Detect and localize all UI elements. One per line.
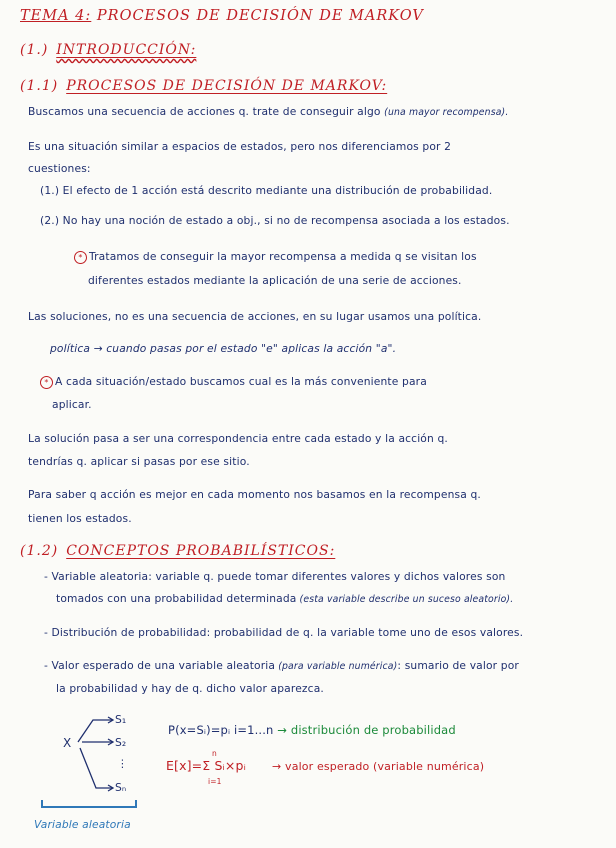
formula-probability [168, 723, 456, 737]
paragraph-3: Las soluciones, no es una secuencia de acciones, en su lugar usamos una política. [28, 310, 482, 323]
formula-2-sup: n [212, 749, 217, 758]
bullet-1-term: - Variable aleatoria: [44, 570, 152, 583]
note-1-line-2: diferentes estados mediante la aplicación de una serie de acciones. [88, 274, 462, 287]
paragraph-5-line-1: Para saber q acción es mejor en cada momento nos basamos en la recompensa q. [28, 488, 481, 501]
arrow-to-s1 [78, 720, 112, 742]
arrow-right-icon: → [93, 342, 103, 355]
diagram-bracket [42, 800, 136, 807]
list-item-2: (2.) No hay una noción de estado a obj., si no de recompensa asociada a los estados. [40, 214, 510, 227]
bullet-3-aside: (para variable numérica) [275, 661, 398, 672]
bullet-1-text-2: tomados con una probabilidad determinada [56, 592, 297, 605]
bullet-2-term: - Distribución de probabilidad: [44, 626, 211, 639]
asterisk-mark-icon: * [74, 251, 87, 264]
asterisk-mark-icon: * [40, 376, 53, 389]
list-item-1: (1.) El efecto de 1 acción está descrito mediante una distribución de probabilidad. [40, 184, 493, 197]
formula-expected-value [166, 758, 246, 773]
diagram-dots: ⋮ [117, 757, 128, 770]
bullet-3-term: - Valor esperado de una variable aleatoria [44, 659, 276, 672]
diagram-s2: S₂ [115, 736, 127, 749]
note-2-line-2: aplicar. [52, 398, 92, 411]
note-2-text-1: A cada situación/estado buscamos cual es la más conveniente para [55, 375, 427, 388]
paragraph-2-line-1: Es una situación similar a espacios de estados, pero nos diferenciamos por 2 [28, 140, 452, 153]
bullet-1-aside: (esta variable describe un suceso aleatorio). [296, 594, 514, 605]
section-1-1-label: PROCESOS DE DECISIÓN DE MARKOV: [66, 78, 388, 94]
paragraph-4-line-2: tendrías q. aplicar si pasas por ese sitio. [28, 455, 250, 468]
section-1-number: (1.) [20, 42, 49, 58]
politica-term: política [50, 342, 91, 355]
formula-2-expr: E[x]=Σ Sᵢ×pᵢ [166, 758, 247, 773]
arrow-right-icon: → [272, 760, 282, 773]
paragraph-1-aside: (una mayor recompensa). [384, 107, 509, 118]
formula-1-expr: P(x=Sᵢ)=pᵢ i=1...n [168, 723, 274, 737]
bullet-1-text-1: variable q. puede tomar diferentes valores y dichos valores son [151, 570, 506, 583]
paragraph-4-line-1: La solución pasa a ser una correspondencia entre cada estado y la acción q. [28, 432, 448, 445]
diagram-x-label: X [63, 736, 72, 750]
section-1-2-number: (1.2) [20, 543, 59, 559]
section-1-label: INTRODUCCIÓN: [56, 42, 197, 58]
title-text: PROCESOS DE DECISIÓN DE MARKOV [91, 8, 424, 24]
note-1-text-1: Tratamos de conseguir la mayor recompensa a medida q se visitan los [89, 250, 477, 263]
section-1-2-label: CONCEPTOS PROBABILÍSTICOS: [66, 543, 336, 559]
formula-2-text: valor esperado (variable numérica) [285, 760, 485, 773]
arrow-to-sn [80, 748, 112, 788]
diagram-sn: Sₙ [115, 781, 127, 794]
diagram-caption: Variable aleatoria [34, 818, 131, 831]
section-1-1-number: (1.1) [20, 78, 59, 94]
politica-text: cuando pasas por el estado "e" aplicas la acción "a". [106, 342, 397, 355]
bullet-2-text-1: probabilidad de q. la variable tome uno de esos valores. [210, 626, 524, 639]
formula-2-sub: i=1 [208, 777, 222, 786]
bullet-3-text-1: : sumario de valor por [397, 659, 519, 672]
paragraph-1-main: Buscamos una secuencia de acciones q. trate de conseguir algo [28, 105, 381, 118]
formula-2-description [272, 760, 484, 773]
diagram-s1: S₁ [115, 713, 127, 726]
paragraph-5-line-2: tienen los estados. [28, 512, 132, 525]
formula-1-text: distribución de probabilidad [290, 723, 456, 737]
title-topic: TEMA 4: [20, 8, 92, 24]
paragraph-2-line-2: cuestiones: [28, 162, 91, 175]
diagram-arrows [78, 717, 113, 791]
bullet-3-line-2: la probabilidad y hay de q. dicho valor aparezca. [56, 682, 324, 695]
arrow-right-icon: → [277, 723, 288, 737]
